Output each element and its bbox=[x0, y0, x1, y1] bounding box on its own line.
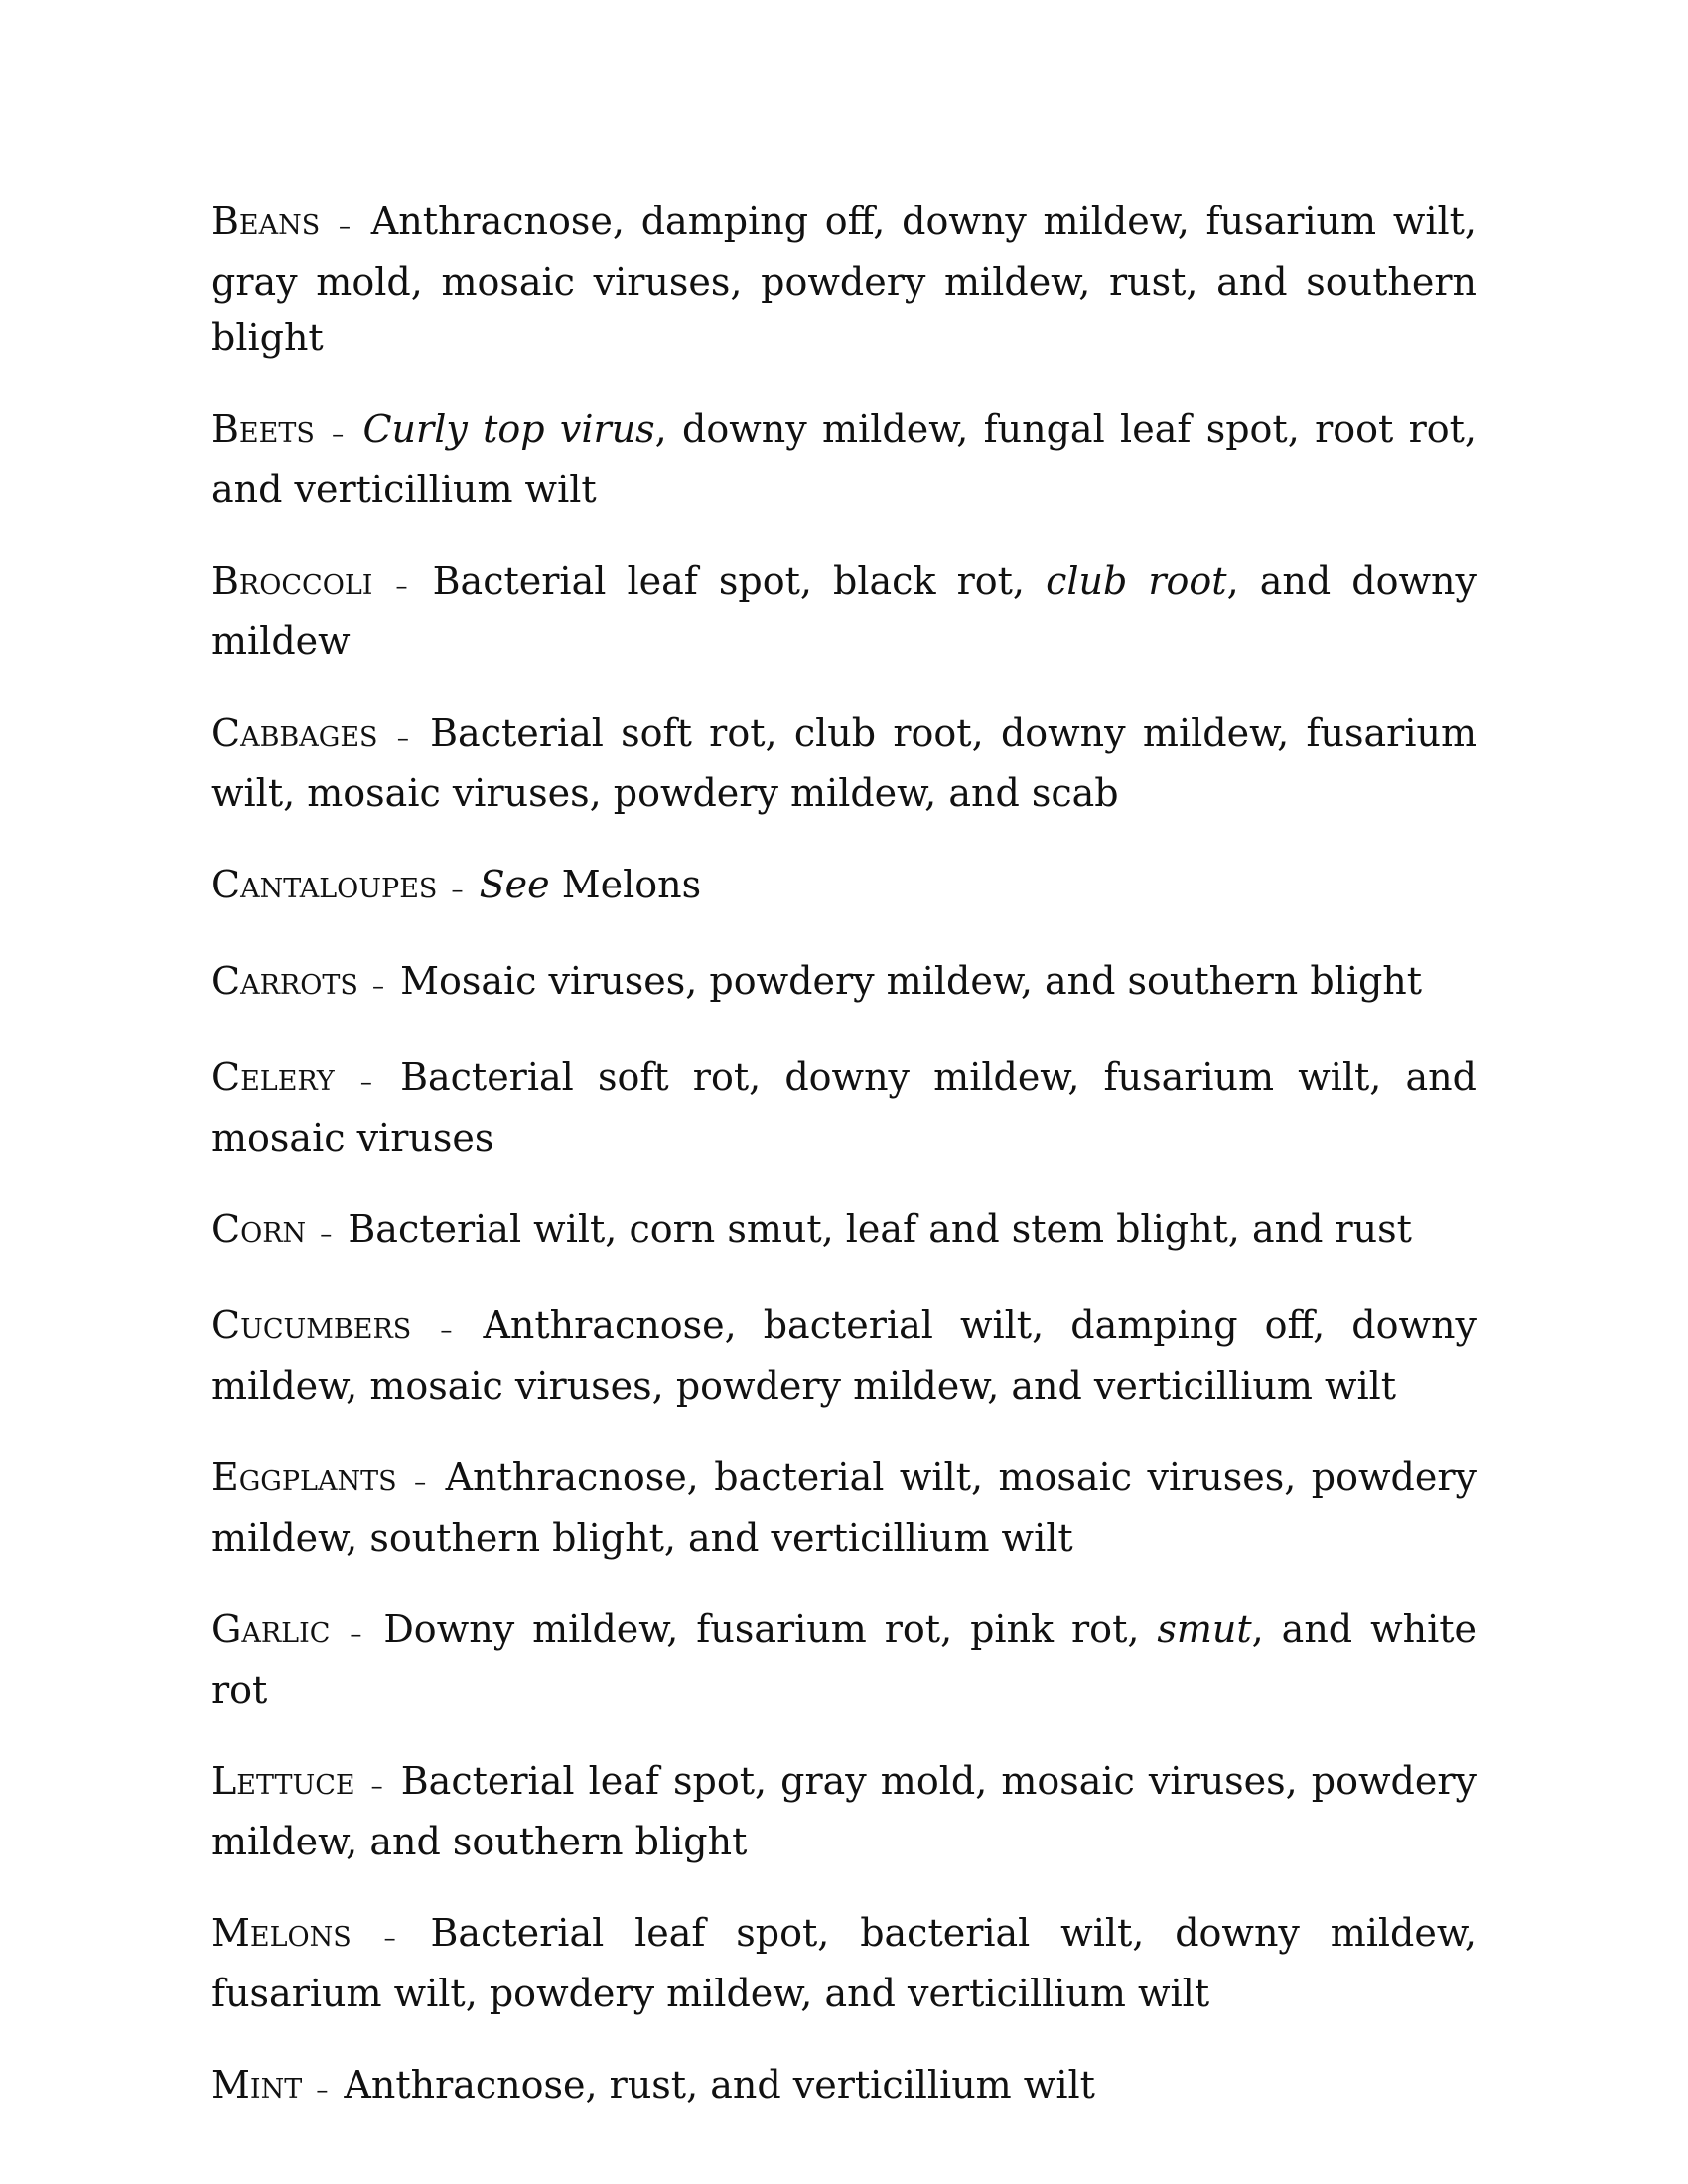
crop-entry bbox=[211, 1449, 1477, 1566]
disease-text: Bacterial soft rot, downy mildew, fusarium wilt, and mosaic viruses bbox=[211, 1055, 1477, 1160]
crop-name: Mint bbox=[211, 2063, 303, 2107]
crop-name: Carrots bbox=[211, 959, 358, 1003]
crop-name: Eggplants bbox=[211, 1455, 397, 1499]
crop-entry bbox=[211, 401, 1477, 517]
crop-name: Melons bbox=[211, 1911, 352, 1955]
disease-text: Bacterial soft rot, club root, downy mildew, fusarium wilt, mosaic viruses, powdery mildew, and scab bbox=[211, 711, 1477, 815]
crop-entry bbox=[211, 1201, 1477, 1262]
entry-separator: – bbox=[414, 1468, 427, 1496]
disease-text: , and downy mildew bbox=[211, 559, 1477, 663]
disease-text-italic: See bbox=[479, 863, 550, 906]
disease-text: Bacterial leaf spot, gray mold, mosaic viruses, powdery mildew, and southern blight bbox=[211, 1759, 1477, 1863]
crop-entry bbox=[211, 1753, 1477, 1869]
disease-text: Bacterial leaf spot, black rot, bbox=[432, 559, 1047, 603]
crop-name: Garlic bbox=[211, 1607, 331, 1651]
entry-separator: – bbox=[440, 1316, 453, 1344]
crop-entry bbox=[211, 194, 1477, 365]
disease-text: Anthracnose, bacterial wilt, damping off, downy mildew, mosaic viruses, powdery mildew, and verticillium wilt bbox=[211, 1303, 1477, 1408]
entry-separator: – bbox=[316, 2076, 329, 2104]
crop-entry bbox=[211, 1049, 1477, 1165]
entry-separator: – bbox=[370, 1772, 383, 1800]
disease-text: Bacterial wilt, corn smut, leaf and stem blight, and rust bbox=[348, 1207, 1412, 1251]
crop-entry bbox=[211, 1601, 1477, 1717]
crop-entry bbox=[211, 1297, 1477, 1414]
disease-text: Melons bbox=[549, 863, 702, 906]
disease-text: Anthracnose, bacterial wilt, mosaic viruses, powdery mildew, southern blight, and verticillium wilt bbox=[211, 1455, 1477, 1560]
crop-entry bbox=[211, 857, 1477, 917]
entry-separator: – bbox=[371, 972, 384, 1000]
crop-entry bbox=[211, 1905, 1477, 2021]
crop-name: Cabbages bbox=[211, 711, 378, 754]
disease-text-italic: Curly top virus bbox=[362, 407, 655, 451]
crop-entry bbox=[211, 953, 1477, 1014]
disease-text-italic: smut bbox=[1157, 1607, 1252, 1651]
crop-disease-list bbox=[211, 194, 1477, 2153]
entry-separator: – bbox=[350, 1620, 362, 1648]
crop-name: Lettuce bbox=[211, 1759, 355, 1803]
crop-name: Beets bbox=[211, 407, 315, 451]
entry-separator: – bbox=[396, 724, 409, 751]
crop-name: Broccoli bbox=[211, 559, 373, 603]
crop-entry bbox=[211, 2057, 1477, 2117]
disease-text: Bacterial leaf spot, bacterial wilt, downy mildew, fusarium wilt, powdery mildew, and verticillium wilt bbox=[211, 1911, 1477, 2015]
entry-separator: – bbox=[339, 212, 352, 240]
disease-text-italic: club root bbox=[1046, 559, 1227, 603]
crop-entry bbox=[211, 553, 1477, 669]
disease-text: Mosaic viruses, powdery mildew, and southern blight bbox=[400, 959, 1423, 1003]
crop-name: Corn bbox=[211, 1207, 307, 1251]
entry-separator: – bbox=[383, 1924, 396, 1952]
crop-name: Beans bbox=[211, 200, 321, 243]
disease-text: , and white rot bbox=[211, 1607, 1477, 1711]
disease-text: Anthracnose, rust, and verticillium wilt bbox=[344, 2063, 1095, 2107]
entry-separator: – bbox=[395, 572, 408, 600]
disease-text: , downy mildew, fungal leaf spot, root rot, and verticillium wilt bbox=[211, 407, 1477, 511]
crop-name: Cantaloupes bbox=[211, 863, 438, 906]
entry-separator: – bbox=[320, 1220, 333, 1248]
crop-entry bbox=[211, 705, 1477, 821]
entry-separator: – bbox=[359, 1068, 372, 1096]
crop-name: Celery bbox=[211, 1055, 335, 1099]
entry-separator: – bbox=[451, 876, 464, 903]
entry-separator: – bbox=[332, 420, 345, 448]
disease-text: Downy mildew, fusarium rot, pink rot, bbox=[383, 1607, 1158, 1651]
disease-text: Anthracnose, damping off, downy mildew, fusarium wilt, gray mold, mosaic viruses, powdery mildew, rust, and southern blight bbox=[211, 200, 1477, 359]
crop-name: Cucumbers bbox=[211, 1303, 412, 1347]
